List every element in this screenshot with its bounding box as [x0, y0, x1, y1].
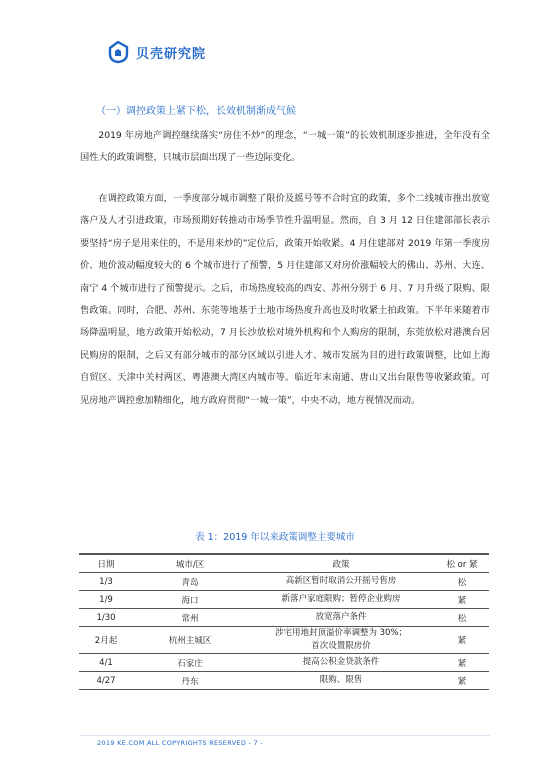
cell-policy [247, 672, 435, 690]
header-policy: 政策 [247, 554, 435, 573]
cell-city: 青岛 [133, 573, 247, 591]
cell-direction: 紧 [435, 672, 489, 690]
table-row [79, 591, 489, 609]
cell-policy [247, 573, 435, 591]
cell-direction: 紧 [435, 627, 489, 654]
page-footer: 2019 KE.COM ALL COPYRIGHTS RESERVED - 7 - [97, 739, 263, 747]
cell-direction: 松 [435, 609, 489, 627]
policy-line: 首次设置限房价 [311, 641, 371, 651]
cell-policy [247, 609, 435, 627]
brand-name: 贝壳研究院 [136, 46, 207, 62]
cell-direction: 紧 [435, 654, 489, 672]
policy-line: 涉宅用地封顶溢价率调整为 30%； [274, 628, 408, 638]
table-body [79, 573, 489, 690]
cell-city: 杭州主城区 [133, 627, 247, 654]
cell-direction: 紧 [435, 591, 489, 609]
paragraph-intro: 2019 年房地产调控继续落实“房住不炒”的理念，“一城一策”的长效机制逐步推进，全年没有全国性大的政策调整，只城市层面出现了一些边际变化。 [80, 130, 490, 164]
table-row [79, 609, 489, 627]
paragraph-policy: 在调控政策方面，一季度部分城市调整了限价及摇号等不合时宜的政策，多个二线城市推出放宽落户及人才引进政策，市场预期好转推动市场季节性升温明显。然而，自 3 月 12 日住建部部长表示要坚持“房子是用来住的，不是用来炒的”定位后，政策开始收紧。4 月住建部对 2019 年第一季度房价、地价波动幅度较大的 6 个城市进行了预警，5 月住建部又对房价涨幅较大的佛山、苏州、大连、南宁 4 个城市进行了预警提示。之后，市场热度较高的西安、苏州分别于 6 月、7 月升级了限购、限售政策。同时，合肥、苏州、东莞等地基于土地市场热度升高也及时收紧土拍政策。下半年来随着市场降温明显，地方政策开始松动，7 月长沙放松对境外机构和个人购房的限制，东莞放松对港澳台居民购房的限制，之后又有部分城市的部分区域以引进人才、城市发展为目的进行政策调整，比如上海自贸区、天津中关村两区、粤港澳大湾区内城市等。临近年末南通、唐山又出台限售等收紧政策。可见房地产调控愈加精细化，地方政府贯彻“一城一策”，中央不动，地方视情况而动。 [80, 193, 490, 406]
table-caption: 表 1：2019 年以来政策调整主要城市 [195, 532, 355, 543]
header-city: 城市/区 [133, 554, 247, 573]
cell-direction: 松 [435, 573, 489, 591]
cell-city: 石家庄 [133, 654, 247, 672]
cell-policy [247, 591, 435, 609]
cell-policy [247, 654, 435, 672]
header-direction: 松 or 紧 [435, 554, 489, 573]
policy-line: 新落户家庭限购；暂停企业购房 [281, 594, 401, 604]
policy-line: 放宽落户条件 [315, 612, 367, 622]
beike-shell-icon [106, 40, 130, 64]
footer-divider [80, 735, 490, 736]
cell-policy [247, 627, 435, 654]
policy-line: 高新区暂时取消公开摇号售房 [285, 576, 397, 586]
policy-line: 限购、限售 [319, 675, 363, 685]
cell-city: 丹东 [133, 672, 247, 690]
table-header-row [79, 554, 489, 573]
cell-city: 常州 [133, 609, 247, 627]
cell-date: 4/27 [79, 672, 133, 690]
table-row [79, 573, 489, 591]
cell-date: 4/1 [79, 654, 133, 672]
table-row [79, 654, 489, 672]
section-heading: （一）调控政策上紧下松，长效机制渐成气候 [96, 106, 296, 117]
table-row [79, 672, 489, 690]
cell-city: 海口 [133, 591, 247, 609]
header-date: 日期 [79, 554, 133, 573]
table-row [79, 627, 489, 654]
cell-date: 2月起 [79, 627, 133, 654]
brand-logo [106, 40, 206, 64]
cell-date: 1/9 [79, 591, 133, 609]
policy-table [79, 553, 489, 690]
cell-date: 1/30 [79, 609, 133, 627]
policy-line: 提高公积金贷款条件 [302, 657, 380, 667]
cell-date: 1/3 [79, 573, 133, 591]
